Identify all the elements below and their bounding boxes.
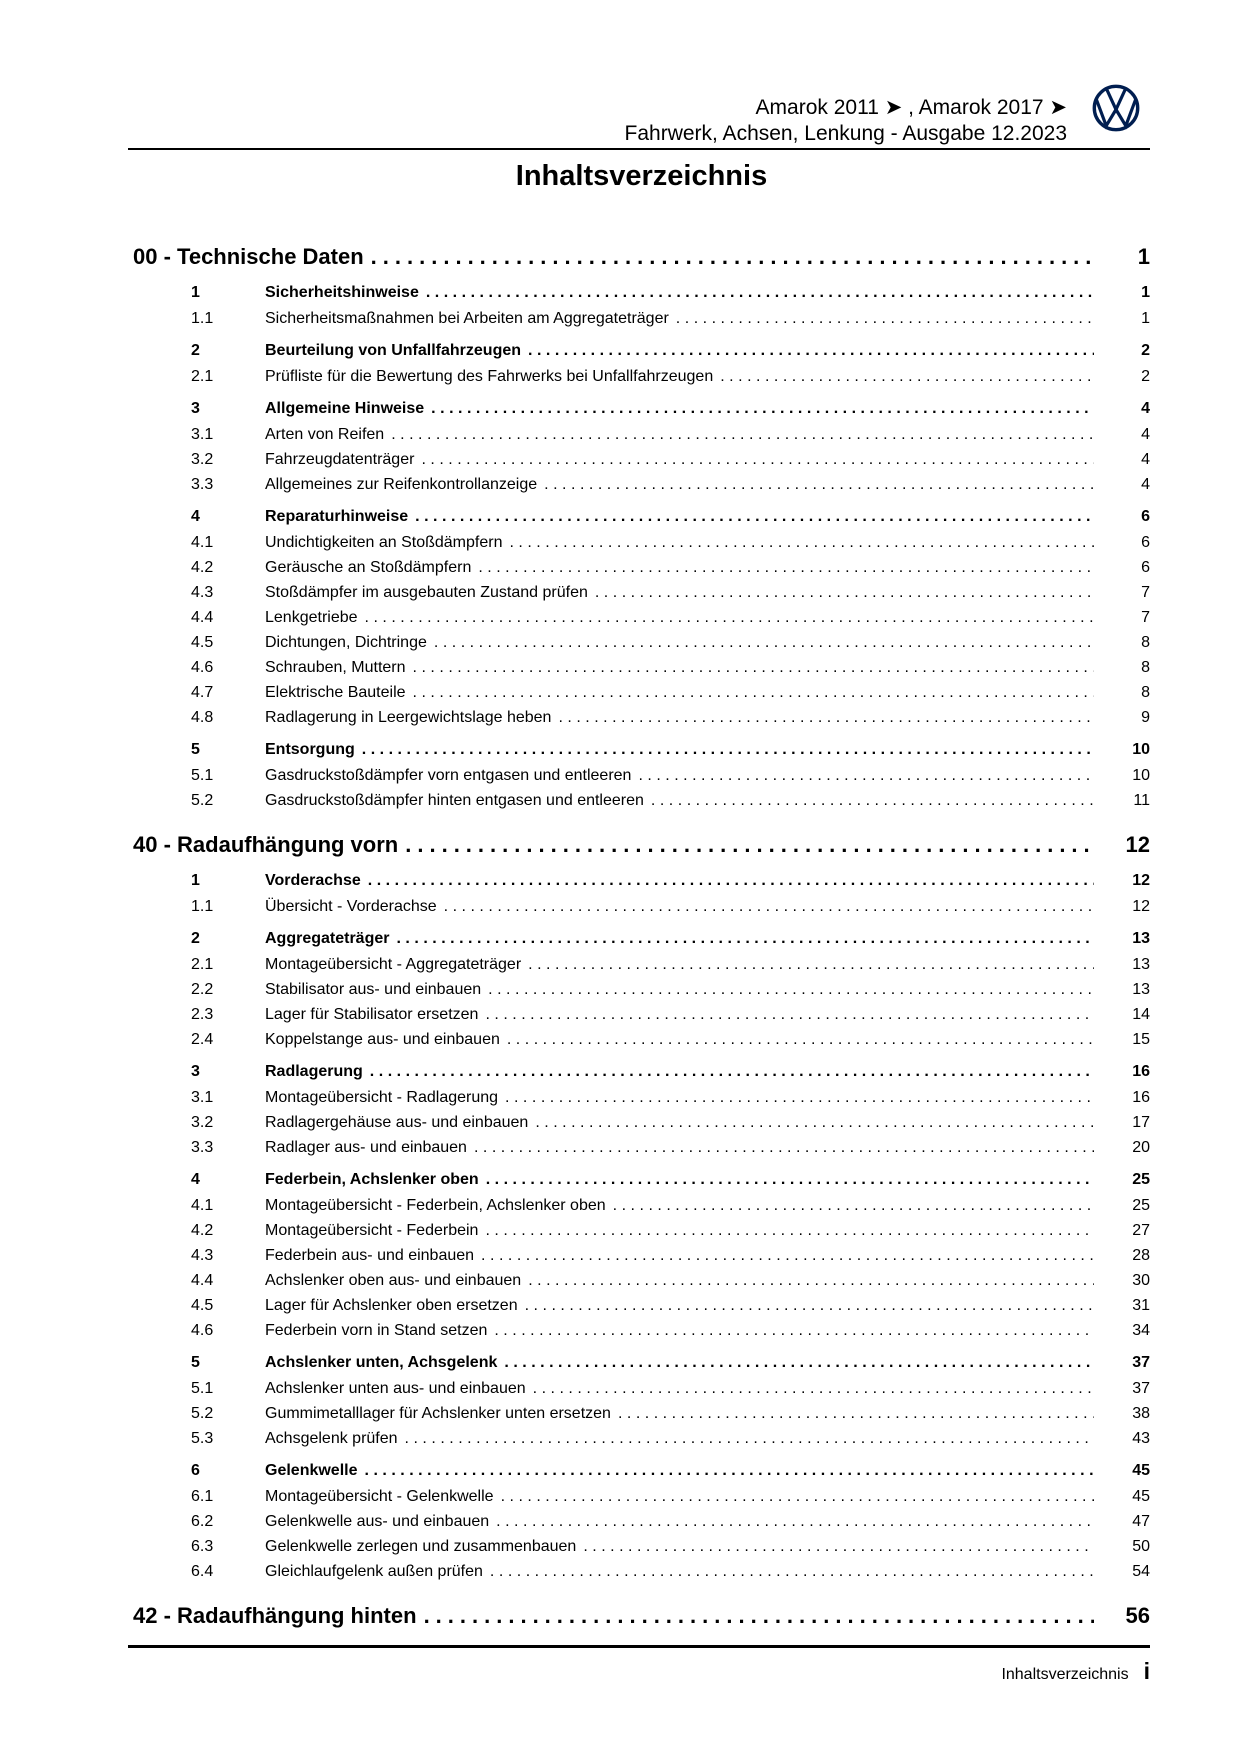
toc-entry-row[interactable]	[133, 894, 1150, 919]
toc-entry-number: 4.8	[191, 709, 214, 726]
toc-entry-title: Montageübersicht - Federbein	[265, 1222, 479, 1239]
toc-entry-number: 3.3	[191, 1139, 214, 1156]
toc-entry-title: Allgemeine Hinweise	[265, 400, 425, 417]
toc-entry-page-number: 11	[1094, 788, 1150, 1753]
dot-leader	[485, 1002, 1094, 1027]
dot-leader	[544, 472, 1094, 497]
toc-entry-row[interactable]	[133, 504, 1150, 530]
toc-entry-title: Montageübersicht - Federbein, Achslenker oben	[265, 1197, 606, 1214]
dot-leader	[535, 1110, 1094, 1135]
toc-entry-page-number: 13	[1094, 926, 1150, 1753]
toc-entry-number: 6.2	[191, 1513, 214, 1530]
toc-entry-page-number: 13	[1094, 977, 1150, 1753]
dot-leader	[405, 1426, 1094, 1451]
toc-entry-title: Gleichlaufgelenk außen prüfen	[265, 1563, 483, 1580]
dot-leader	[720, 364, 1094, 389]
toc-entry-page-number: 6	[1094, 530, 1150, 1753]
toc-entry-title: Koppelstange aus- und einbauen	[265, 1031, 500, 1048]
toc-entry-page-number: 25	[1094, 1167, 1150, 1753]
toc-entry-row[interactable]	[133, 447, 1150, 472]
dot-leader	[496, 1509, 1094, 1534]
toc-entry-row[interactable]	[133, 1110, 1150, 1135]
toc-entry-row[interactable]	[133, 338, 1150, 364]
dot-leader	[490, 1559, 1094, 1584]
toc-entry-row[interactable]	[133, 580, 1150, 605]
toc-entry-row[interactable]	[133, 1268, 1150, 1293]
toc-entry-row[interactable]	[133, 1167, 1150, 1193]
toc-entry-title: Entsorgung	[265, 741, 355, 758]
toc-entry-number: 3.2	[191, 1114, 214, 1131]
toc-entry-title: Radlager aus- und einbauen	[265, 1139, 467, 1156]
toc-entry-page-number: 2	[1094, 338, 1150, 1753]
toc-section-title: 42 - Radaufhängung hinten	[133, 1603, 417, 1628]
dot-leader	[413, 680, 1094, 705]
toc-entry-page-number: 6	[1094, 555, 1150, 1753]
toc-entry-page-number: 4	[1094, 472, 1150, 1753]
toc-entry-row[interactable]	[133, 1135, 1150, 1160]
table-of-contents	[133, 240, 1150, 1632]
toc-entry-row[interactable]	[133, 1027, 1150, 1052]
toc-entry-title: Stoßdämpfer im ausgebauten Zustand prüfen	[265, 584, 588, 601]
toc-entry-number: 2	[191, 930, 200, 947]
toc-entry-page-number: 45	[1094, 1484, 1150, 1753]
toc-entry-page-number: 1	[1094, 306, 1150, 1753]
toc-entry-title: Gasdruckstoßdämpfer vorn entgasen und entleeren	[265, 767, 632, 784]
dot-leader	[444, 894, 1094, 919]
document-header	[625, 95, 1067, 147]
toc-entry-page-number: 37	[1094, 1376, 1150, 1753]
toc-entry-number: 6	[191, 1462, 200, 1479]
toc-entry-page-number: 12	[1094, 868, 1150, 1753]
dot-leader	[424, 1599, 1094, 1632]
toc-entry-page-number: 34	[1094, 1318, 1150, 1753]
toc-section-title: 40 - Radaufhängung vorn	[133, 832, 399, 857]
toc-entry-row[interactable]	[133, 364, 1150, 389]
toc-entry-number: 4.3	[191, 1247, 214, 1264]
dot-leader	[525, 1293, 1094, 1318]
dot-leader	[415, 504, 1094, 530]
toc-entry-row[interactable]	[133, 952, 1150, 977]
toc-entry-row[interactable]	[133, 1426, 1150, 1451]
toc-entry-page-number: 50	[1094, 1534, 1150, 1753]
dot-leader	[507, 1027, 1094, 1052]
toc-entry-number: 5.2	[191, 1405, 214, 1422]
toc-entry-title: Radlagerung in Leergewichtslage heben	[265, 709, 552, 726]
toc-entry-page-number: 4	[1094, 447, 1150, 1753]
toc-entry-page-number: 25	[1094, 1193, 1150, 1753]
dot-leader	[613, 1193, 1094, 1218]
toc-entry-row[interactable]	[133, 655, 1150, 680]
toc-entry-page-number: 13	[1094, 952, 1150, 1753]
dot-leader	[528, 338, 1094, 364]
dot-leader	[434, 630, 1094, 655]
toc-entry-title: Federbein vorn in Stand setzen	[265, 1322, 488, 1339]
toc-entry-page-number: 2	[1094, 364, 1150, 1753]
page-title: Inhaltsverzeichnis	[515, 160, 768, 192]
toc-entry-row[interactable]	[133, 1350, 1150, 1376]
toc-entry-number: 3	[191, 400, 200, 417]
dot-leader	[651, 788, 1094, 813]
toc-entry-title: Beurteilung von Unfallfahrzeugen	[265, 342, 522, 359]
toc-entry-number: 4.7	[191, 684, 214, 701]
dot-leader	[676, 306, 1094, 331]
toc-entry-number: 4.5	[191, 1297, 214, 1314]
toc-entry-number: 3.1	[191, 1089, 214, 1106]
toc-entry-number: 2.2	[191, 981, 214, 998]
dot-leader	[481, 1243, 1094, 1268]
toc-entry-page-number: 14	[1094, 1002, 1150, 1753]
toc-entry-row[interactable]	[133, 926, 1150, 952]
toc-entry-number: 6.3	[191, 1538, 214, 1555]
toc-entry-number: 4.3	[191, 584, 214, 601]
header-repair-group-line: Fahrwerk, Achsen, Lenkung - Ausgabe 12.2023	[624, 122, 1067, 145]
dot-leader	[509, 530, 1094, 555]
toc-entry-row[interactable]	[133, 1458, 1150, 1484]
toc-entry-title: Stabilisator aus- und einbauen	[265, 981, 482, 998]
toc-entry-page-number: 16	[1094, 1059, 1150, 1753]
toc-entry-row[interactable]	[133, 1085, 1150, 1110]
toc-entry-title: Arten von Reifen	[265, 426, 385, 443]
toc-entry-row[interactable]	[133, 788, 1150, 813]
toc-entry-number: 2.4	[191, 1031, 214, 1048]
toc-entry-page-number: 8	[1094, 655, 1150, 1753]
toc-entry-title: Achslenker oben aus- und einbauen	[265, 1272, 522, 1289]
toc-entry-number: 5.3	[191, 1430, 214, 1447]
toc-entry-number: 2	[191, 342, 200, 359]
toc-entry-number: 3.3	[191, 476, 214, 493]
toc-entry-number: 2.1	[191, 956, 214, 973]
toc-entry-title: Gummimetalllager für Achslenker unten ersetzen	[265, 1405, 611, 1422]
toc-entry-title: Federbein, Achslenker oben	[265, 1171, 479, 1188]
dot-leader	[431, 396, 1094, 422]
toc-entry-title: Dichtungen, Dichtringe	[265, 634, 427, 651]
dot-leader	[478, 555, 1094, 580]
toc-entry-page-number: 8	[1094, 630, 1150, 1753]
toc-entry-row[interactable]	[133, 630, 1150, 655]
dot-leader	[638, 763, 1094, 788]
toc-entry-page-number: 47	[1094, 1509, 1150, 1753]
toc-entry-title: Federbein aus- und einbauen	[265, 1247, 475, 1264]
toc-entry-page-number: 28	[1094, 1243, 1150, 1753]
toc-entry-page-number: 9	[1094, 705, 1150, 1753]
toc-entry-number: 2.3	[191, 1006, 214, 1023]
toc-entry-page-number: 45	[1094, 1458, 1150, 1753]
toc-entry-page-number: 8	[1094, 680, 1150, 1753]
toc-entry-number: 6.1	[191, 1488, 214, 1505]
toc-entry-row[interactable]	[133, 1002, 1150, 1027]
toc-entry-row[interactable]	[133, 1509, 1150, 1534]
toc-entry-title: Sicherheitsmaßnahmen bei Arbeiten am Aggregateträger	[265, 310, 669, 327]
toc-entry-title: Aggregateträger	[265, 930, 390, 947]
toc-entry-title: Lager für Stabilisator ersetzen	[265, 1006, 479, 1023]
toc-entry-title: Achsgelenk prüfen	[265, 1430, 398, 1447]
dot-leader	[486, 1167, 1094, 1193]
dot-leader	[421, 447, 1094, 472]
toc-entry-row[interactable]	[133, 422, 1150, 447]
toc-entry-row[interactable]	[133, 1559, 1150, 1584]
toc-entry-title: Gelenkwelle zerlegen und zusammenbauen	[265, 1538, 577, 1555]
toc-entry-title: Gasdruckstoßdämpfer hinten entgasen und entleeren	[265, 792, 644, 809]
toc-entry-number: 1	[191, 872, 200, 889]
toc-entry-page-number: 12	[1094, 894, 1150, 1753]
toc-entry-number: 4.5	[191, 634, 214, 651]
toc-entry-title: Lenkgetriebe	[265, 609, 358, 626]
toc-entry-title: Sicherheitshinweise	[265, 284, 419, 301]
toc-entry-page-number: 16	[1094, 1085, 1150, 1753]
toc-entry-number: 4	[191, 508, 200, 525]
toc-entry-page-number: 38	[1094, 1401, 1150, 1753]
toc-section-row[interactable]	[133, 828, 1150, 861]
toc-entry-number: 4.4	[191, 609, 214, 626]
toc-entry-page-number: 1	[1094, 280, 1150, 1753]
dot-leader	[528, 952, 1094, 977]
toc-entry-page-number: 30	[1094, 1268, 1150, 1753]
toc-entry-title: Achslenker unten aus- und einbauen	[265, 1380, 526, 1397]
toc-entry-number: 5	[191, 1354, 200, 1371]
toc-entry-number: 3.2	[191, 451, 214, 468]
dot-leader	[371, 240, 1094, 273]
toc-entry-title: Gelenkwelle aus- und einbauen	[265, 1513, 490, 1530]
toc-entry-title: Montageübersicht - Gelenkwelle	[265, 1488, 494, 1505]
toc-entry-title: Elektrische Bauteile	[265, 684, 406, 701]
toc-entry-row[interactable]	[133, 1218, 1150, 1243]
toc-entry-number: 5.1	[191, 1380, 214, 1397]
toc-entry-page-number: 31	[1094, 1293, 1150, 1753]
header-model-line: Amarok 2011 ➤ , Amarok 2017 ➤	[755, 96, 1067, 119]
toc-entry-title: Radlagergehäuse aus- und einbauen	[265, 1114, 529, 1131]
toc-entry-title: Reparaturhinweise	[265, 508, 409, 525]
toc-entry-row[interactable]	[133, 1243, 1150, 1268]
toc-entry-title: Allgemeines zur Reifenkontrollanzeige	[265, 476, 538, 493]
dot-leader	[505, 1085, 1094, 1110]
toc-entry-title: Vorderachse	[265, 872, 361, 889]
toc-entry-row[interactable]	[133, 605, 1150, 630]
toc-entry-row[interactable]	[133, 1293, 1150, 1318]
dot-leader	[504, 1350, 1094, 1376]
toc-entry-row[interactable]	[133, 1059, 1150, 1085]
toc-entry-row[interactable]	[133, 705, 1150, 730]
dot-leader	[583, 1534, 1094, 1559]
toc-entry-number: 4.6	[191, 659, 214, 676]
toc-entry-row[interactable]	[133, 396, 1150, 422]
toc-entry-title: Achslenker unten, Achsgelenk	[265, 1354, 498, 1371]
toc-entry-page-number: 7	[1094, 580, 1150, 1753]
toc-entry-page-number: 15	[1094, 1027, 1150, 1753]
toc-entry-page-number: 10	[1094, 763, 1150, 1753]
toc-entry-title: Undichtigkeiten an Stoßdämpfern	[265, 534, 503, 551]
toc-entry-title: Lager für Achslenker oben ersetzen	[265, 1297, 518, 1314]
toc-entry-number: 4.1	[191, 1197, 214, 1214]
toc-section-page-number: 56	[1094, 1599, 1150, 1753]
toc-entry-row[interactable]	[133, 1376, 1150, 1401]
dot-leader	[558, 705, 1094, 730]
toc-entry-title: Radlagerung	[265, 1063, 363, 1080]
toc-section-title: 00 - Technische Daten	[133, 244, 364, 269]
toc-section-row[interactable]	[133, 240, 1150, 273]
toc-entry-row[interactable]	[133, 1193, 1150, 1218]
dot-leader	[501, 1484, 1094, 1509]
toc-entry-row[interactable]	[133, 1534, 1150, 1559]
toc-entry-page-number: 54	[1094, 1559, 1150, 1753]
footer-divider	[128, 1645, 1150, 1648]
toc-entry-number: 5.2	[191, 792, 214, 809]
toc-entry-row[interactable]	[133, 737, 1150, 763]
toc-entry-number: 4.6	[191, 1322, 214, 1339]
dot-leader	[494, 1318, 1094, 1343]
dot-leader	[362, 737, 1094, 763]
toc-entry-title: Fahrzeugdatenträger	[265, 451, 415, 468]
toc-entry-page-number: 17	[1094, 1110, 1150, 1753]
toc-entry-page-number: 27	[1094, 1218, 1150, 1753]
toc-entry-number: 4.1	[191, 534, 214, 551]
dot-leader	[426, 280, 1094, 306]
toc-entry-row[interactable]	[133, 555, 1150, 580]
dot-leader	[365, 605, 1094, 630]
dot-leader	[396, 926, 1094, 952]
toc-entry-row[interactable]	[133, 280, 1150, 306]
toc-entry-row[interactable]	[133, 530, 1150, 555]
toc-entry-page-number: 4	[1094, 422, 1150, 1753]
dot-leader	[485, 1218, 1094, 1243]
toc-section-page-number: 12	[1094, 828, 1150, 1753]
toc-entry-title: Prüfliste für die Bewertung des Fahrwerks bei Unfallfahrzeugen	[265, 368, 714, 385]
dot-leader	[391, 422, 1094, 447]
toc-entry-number: 4.2	[191, 559, 214, 576]
toc-entry-title: Schrauben, Muttern	[265, 659, 406, 676]
dot-leader	[370, 1059, 1094, 1085]
toc-entry-page-number: 37	[1094, 1350, 1150, 1753]
dot-leader	[618, 1401, 1094, 1426]
footer-page-number: i	[1143, 1658, 1150, 1684]
toc-entry-title: Geräusche an Stoßdämpfern	[265, 559, 472, 576]
dot-leader	[595, 580, 1094, 605]
toc-entry-page-number: 20	[1094, 1135, 1150, 1753]
dot-leader	[413, 655, 1094, 680]
toc-entry-number: 1.1	[191, 898, 214, 915]
toc-section-page-number: 1	[1094, 240, 1150, 1753]
toc-entry-row[interactable]	[133, 1318, 1150, 1343]
toc-entry-title: Montageübersicht - Radlagerung	[265, 1089, 499, 1106]
toc-section-row[interactable]	[133, 1599, 1150, 1632]
dot-leader	[528, 1268, 1094, 1293]
toc-entry-page-number: 43	[1094, 1426, 1150, 1753]
toc-entry-number: 2.1	[191, 368, 214, 385]
toc-entry-number: 3.1	[191, 426, 214, 443]
toc-entry-number: 4.2	[191, 1222, 214, 1239]
toc-entry-number: 1.1	[191, 310, 214, 327]
toc-entry-row[interactable]	[133, 472, 1150, 497]
toc-entry-page-number: 6	[1094, 504, 1150, 1753]
header-divider	[128, 148, 1150, 150]
toc-entry-page-number: 4	[1094, 396, 1150, 1753]
toc-entry-title: Übersicht - Vorderachse	[265, 898, 437, 915]
toc-entry-row[interactable]	[133, 306, 1150, 331]
footer-section-label: Inhaltsverzeichnis	[1001, 1666, 1129, 1683]
toc-entry-number: 5.1	[191, 767, 214, 784]
toc-entry-number: 1	[191, 284, 200, 301]
toc-entry-number: 6.4	[191, 1563, 214, 1580]
toc-entry-row[interactable]	[133, 763, 1150, 788]
dot-leader	[368, 868, 1094, 894]
toc-entry-page-number: 7	[1094, 605, 1150, 1753]
toc-entry-row[interactable]	[133, 868, 1150, 894]
dot-leader	[474, 1135, 1094, 1160]
toc-entry-title: Gelenkwelle	[265, 1462, 358, 1479]
dot-leader	[405, 828, 1094, 861]
toc-entry-row[interactable]	[133, 680, 1150, 705]
toc-entry-title: Montageübersicht - Aggregateträger	[265, 956, 522, 973]
page-footer	[128, 1656, 1150, 1690]
dot-leader	[365, 1458, 1095, 1484]
toc-entry-row[interactable]	[133, 977, 1150, 1002]
dot-leader	[488, 977, 1094, 1002]
toc-entry-number: 4	[191, 1171, 200, 1188]
toc-entry-row[interactable]	[133, 1401, 1150, 1426]
toc-entry-row[interactable]	[133, 1484, 1150, 1509]
toc-entry-number: 3	[191, 1063, 200, 1080]
vw-logo-icon	[1092, 84, 1140, 132]
toc-entry-number: 5	[191, 741, 200, 758]
dot-leader	[533, 1376, 1094, 1401]
toc-entry-page-number: 10	[1094, 737, 1150, 1753]
toc-entry-number: 4.4	[191, 1272, 214, 1289]
